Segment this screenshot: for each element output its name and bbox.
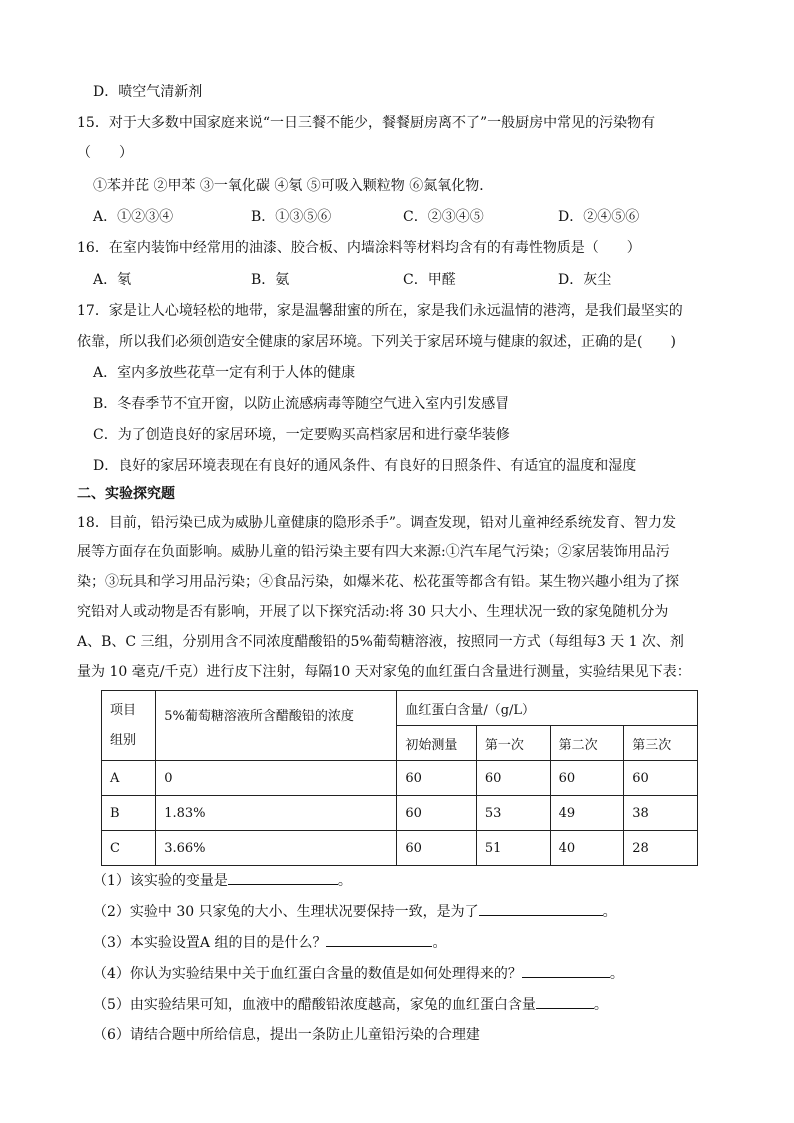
row-group: A — [102, 761, 156, 796]
q16-option-d: D．灰尘 — [558, 272, 612, 288]
header-hemoglobin: 血红蛋白含量/（g/L） — [397, 691, 698, 726]
row-group: C — [102, 831, 156, 866]
answer-blank-1[interactable] — [228, 870, 338, 885]
q14-option-d: D．喷空气清新剂 — [93, 84, 203, 100]
q18-para-line: A、B、C 三组，分别用含不同浓度醋酸铅的5%葡萄糖溶液，按照同一方式（每组每3 天 1 次、剂 — [77, 634, 684, 650]
q15-stem: 15．对于大多数中国家庭来说“一日三餐不能少，餐餐厨房离不了”一般厨房中常见的污染物有 — [77, 115, 656, 131]
section-title: 二、实验探究题 — [77, 486, 175, 502]
q16-option-c: C．甲醛 — [403, 272, 456, 288]
row-value: 51 — [476, 831, 550, 866]
q17-stem-line1: 17．家是让人心境轻松的地带，家是温馨甜蜜的所在，家是我们永远温情的港湾，是我们最坚实的 — [77, 303, 683, 319]
q15-list: ①苯并芘 ②甲苯 ③一氧化碳 ④氡 ⑤可吸入颗粒物 ⑥氮氧化物． — [93, 178, 494, 194]
q18-para-line: 量为 10 毫克/千克）进行皮下注射，每隔10 天对家兔的血红蛋白含量进行测量，实验结果见下表： — [77, 664, 691, 680]
q15-option-a: A．①②③④ — [93, 209, 174, 225]
row-value: 38 — [624, 796, 698, 831]
row-value: 60 — [397, 761, 477, 796]
subheader-third: 第三次 — [624, 726, 698, 761]
row-value: 53 — [476, 796, 550, 831]
row-concentration: 1.83% — [156, 796, 397, 831]
q18-para-line: 染；③玩具和学习用品污染；④食品污染，如爆米花、松花蛋等都含有铅。某生物兴趣小组为了探 — [77, 574, 679, 590]
q18-para-line: 究铅对人或动物是否有影响，开展了以下探究活动:将 30 只大小、生理状况一致的家兔随机分为 — [77, 604, 669, 620]
q17-option-d: D．良好的家居环境表现在有良好的通风条件、有良好的日照条件、有适宜的温度和湿度 — [93, 458, 637, 474]
row-value: 60 — [476, 761, 550, 796]
q18-subquestion-1: （1）该实验的变量是 。 — [93, 870, 352, 891]
q17-option-c: C．为了创造良好的家居环境，一定要购买高档家居和进行豪华装修 — [93, 427, 510, 443]
header-item: 项目 — [110, 702, 137, 718]
q18-subquestion-5: （5）由实验结果可知，血液中的醋酸铅浓度越高，家兔的血红蛋白含量 。 — [93, 994, 608, 1015]
row-group: B — [102, 796, 156, 831]
answer-blank-2[interactable] — [479, 901, 603, 916]
header-item-group — [102, 691, 156, 761]
q17-option-a: A．室内多放些花草一定有利于人体的健康 — [93, 365, 356, 381]
q16-stem: 16．在室内装饰中经常用的油漆、胶合板、内墙涂料等材料均含有的有毒性物质是（ ） — [77, 240, 641, 256]
table-header-row — [102, 691, 698, 726]
q17-stem-line2: 依靠，所以我们必须创造安全健康的家居环境。下列关于家居环境与健康的叙述，正确的是( ) — [77, 334, 676, 350]
subheader-initial: 初始测量 — [397, 726, 477, 761]
table-row — [102, 796, 698, 831]
answer-blank-4[interactable] — [522, 963, 610, 978]
table-row — [102, 761, 698, 796]
row-value: 60 — [397, 831, 477, 866]
row-concentration: 3.66% — [156, 831, 397, 866]
q18-subquestion-4: （4）你认为实验结果中关于血红蛋白含量的数值是如何处理得来的？ 。 — [93, 963, 624, 984]
results-table — [101, 690, 698, 866]
subheader-second: 第二次 — [550, 726, 624, 761]
row-value: 60 — [624, 761, 698, 796]
q15-option-b: B．①③⑤⑥ — [251, 209, 332, 225]
row-value: 60 — [550, 761, 624, 796]
q15-option-d: D．②④⑤⑥ — [558, 209, 640, 225]
q15-option-c: C．②③④⑤ — [403, 209, 484, 225]
q18-subquestion-2: （2）实验中 30 只家兔的大小、生理状况要保持一致，是为了 。 — [93, 901, 617, 922]
table-row — [102, 831, 698, 866]
row-value: 49 — [550, 796, 624, 831]
q18-subquestion-3: （3）本实验设置A 组的目的是什么？ 。 — [93, 932, 446, 953]
q15-paren: （ ） — [77, 145, 133, 161]
answer-blank-5[interactable] — [536, 994, 594, 1009]
q15-options — [93, 207, 713, 227]
q16-option-b: B．氨 — [251, 272, 290, 288]
subheader-first: 第一次 — [476, 726, 550, 761]
q16-option-a: A．氡 — [93, 272, 132, 288]
row-value: 40 — [550, 831, 624, 866]
row-value: 28 — [624, 831, 698, 866]
row-value: 60 — [397, 796, 477, 831]
q17-option-b: B．冬春季节不宜开窗，以防止流感病毒等随空气进入室内引发感冒 — [93, 396, 510, 412]
q18-para-line: 18．目前，铅污染已成为威胁儿童健康的隐形杀手”。调查发现，铅对儿童神经系统发育、智力发 — [77, 515, 676, 531]
q18-para-line: 展等方面存在负面影响。威胁儿童的铅污染主要有四大来源:①汽车尾气污染；②家居装饰用品污 — [77, 544, 670, 560]
q18-subquestion-6: （6）请结合题中所给信息，提出一条防止儿童铅污染的合理建 — [93, 1027, 480, 1043]
header-group: 组别 — [110, 732, 137, 748]
row-concentration: 0 — [156, 761, 397, 796]
header-concentration: 5%葡萄糖溶液所含醋酸铅的浓度 — [156, 691, 397, 761]
answer-blank-3[interactable] — [326, 932, 432, 947]
q16-options — [93, 270, 713, 290]
